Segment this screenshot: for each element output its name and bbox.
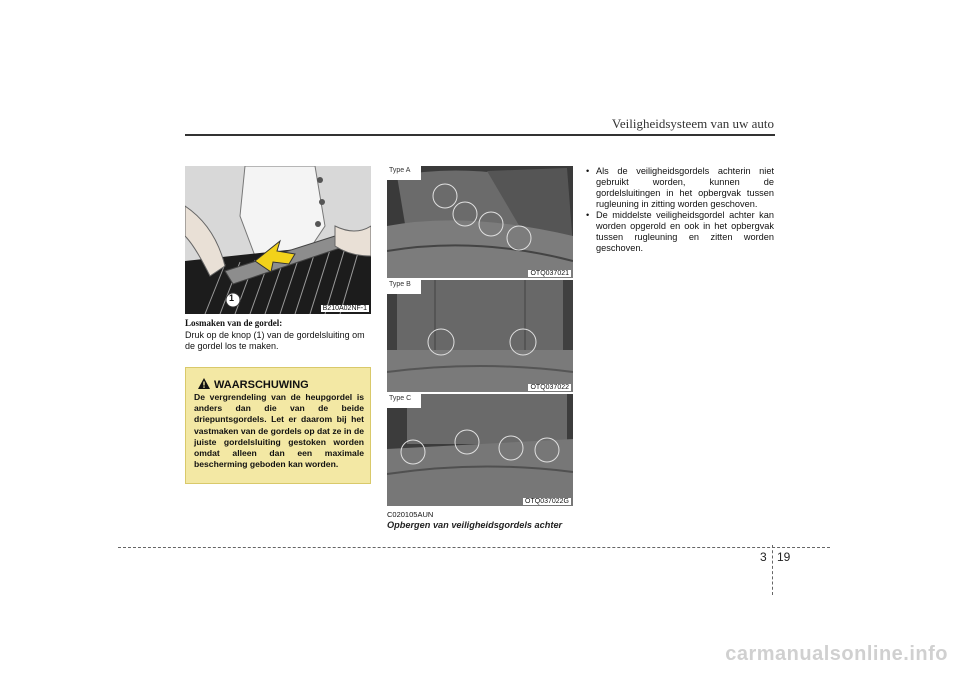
seat-photo-type-c <box>387 394 573 506</box>
bullet-item: • Als de veiligheidsgordels achterin niet gebruikt worden, kunnen de gordelsluitingen in het opbergvak tussen rugleuning in zitting worden geschoven. <box>584 166 774 210</box>
seat-photo-type-a <box>387 166 573 278</box>
type-label-a: Type A <box>389 167 411 174</box>
caption: Opbergen van veiligheidsgordels achter <box>387 520 563 530</box>
chapter-number: 3 <box>760 550 767 564</box>
type-label-c: Type C <box>389 395 412 402</box>
image-code-c: OTQ037022G <box>525 498 569 505</box>
body-text: Druk op de knop (1) van de gordelsluiting om de gordel los te maken. <box>185 330 365 351</box>
image-code: B210A02NF-1 <box>322 305 367 312</box>
warning-box <box>185 367 371 484</box>
footer-rule <box>118 547 830 548</box>
callout-number: 1 <box>229 293 235 303</box>
sub-heading: Losmaken van de gordel: <box>185 318 283 328</box>
seat-photo-type-b <box>387 280 573 392</box>
image-code-b: OTQ037022 <box>530 384 569 391</box>
page-divider <box>772 545 773 595</box>
belt-release-photo <box>185 166 371 314</box>
section-title: Veiligheidsysteem van uw auto <box>611 116 774 131</box>
warning-title: WAARSCHUWING <box>214 379 309 391</box>
watermark: carmanualsonline.info <box>725 643 948 665</box>
image-code-a: OTQ037021 <box>530 270 569 277</box>
type-label-b: Type B <box>389 281 411 288</box>
warning-text: De vergrendeling van de heupgordel is anders dan die van de beide driepuntsgordels. Let er daarom bij het vastmaken van de gordels op dat ze in de juiste gordelsluiting gestoken worden omdat alleen dan een maximale bescherming geboden kan worden. <box>194 392 364 470</box>
caption-code: C020105AUN <box>387 510 434 519</box>
bullet-list <box>584 166 774 254</box>
header-rule <box>185 134 775 136</box>
bullet-item: • De middelste veiligheidsgordel achter kan worden opgerold en ook in het opbergvak tussen rugleuning en zitten worden geschoven. <box>584 210 774 254</box>
page-number: 19 <box>777 550 791 564</box>
